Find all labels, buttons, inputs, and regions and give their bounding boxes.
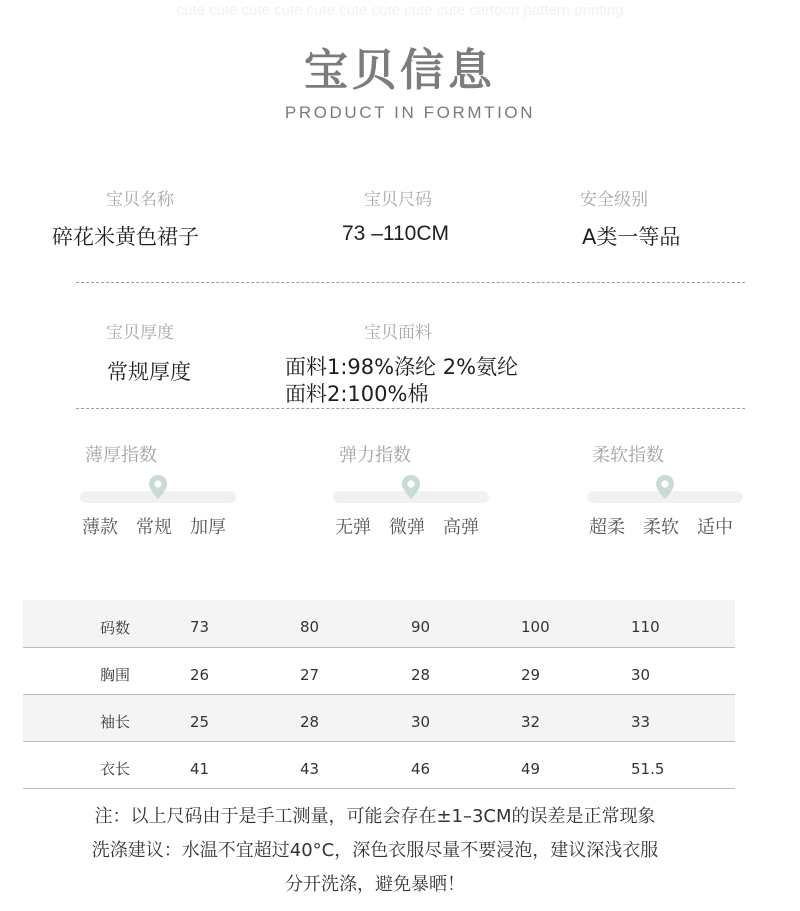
table-cell: 28	[411, 647, 521, 694]
table-cell: 袖长	[23, 694, 190, 741]
table-cell: 80	[300, 600, 411, 647]
table-cell: 51.5	[631, 741, 735, 788]
elasticity-index-label: 弹力指数	[339, 445, 411, 466]
product-name-value: 碎花米黄色裙子	[52, 225, 199, 249]
product-size-label: 宝贝尺码	[364, 190, 432, 210]
softness-option-moderate: 适中	[697, 517, 733, 538]
table-cell: 100	[521, 600, 631, 647]
table-cell: 32	[521, 694, 631, 741]
fabric-label: 宝贝面料	[364, 323, 432, 343]
table-cell: 41	[190, 741, 300, 788]
divider-dashed-bottom	[76, 408, 745, 409]
table-cell: 110	[631, 600, 735, 647]
thickness-option-thick: 加厚	[190, 517, 226, 538]
table-cell: 46	[411, 741, 521, 788]
divider-dashed-top	[76, 282, 745, 283]
care-notes	[0, 800, 750, 902]
table-cell: 28	[300, 694, 411, 741]
elasticity-index-options	[335, 513, 479, 539]
table-cell: 30	[631, 647, 735, 694]
table-cell: 27	[300, 647, 411, 694]
thickness-index-label: 薄厚指数	[85, 445, 157, 466]
table-cell: 胸围	[23, 647, 190, 694]
softness-option-super-soft: 超柔	[589, 517, 625, 538]
safety-level-label: 安全级别	[580, 190, 648, 210]
table-cell: 26	[190, 647, 300, 694]
page-title: 宝贝信息	[304, 45, 496, 96]
table-cell: 29	[521, 647, 631, 694]
location-pin-icon	[148, 474, 168, 500]
page-subtitle: PRODUCT IN FORMTION	[284, 103, 536, 122]
thickness-label: 宝贝厚度	[106, 323, 174, 343]
table-row	[23, 741, 735, 788]
safety-level-value: A类一等品	[582, 225, 681, 249]
fabric-value	[285, 354, 518, 408]
softness-index-options	[589, 513, 733, 539]
thickness-option-thin: 薄款	[82, 517, 118, 538]
fabric-line-2: 面料2:100%棉	[285, 382, 429, 406]
location-pin-icon	[655, 474, 675, 500]
table-cell: 73	[190, 600, 300, 647]
table-row	[23, 600, 735, 647]
fabric-line-1: 面料1:98%涤纶 2%氨纶	[285, 355, 519, 379]
product-size-value: 73 –110CM	[342, 222, 450, 245]
elasticity-option-none: 无弹	[335, 517, 371, 538]
note-line-washing-cont: 分开洗涤，避免暴晒！	[285, 874, 465, 895]
table-row	[23, 694, 735, 741]
elasticity-option-high: 高弹	[443, 517, 479, 538]
table-cell: 30	[411, 694, 521, 741]
size-table	[23, 600, 735, 789]
table-cell: 33	[631, 694, 735, 741]
location-pin-icon	[401, 474, 421, 500]
elasticity-option-slight: 微弹	[389, 517, 425, 538]
note-line-measurement: 注：以上尺码由于是手工测量，可能会存在±1–3CM的误差是正常现象	[94, 806, 656, 827]
background-watermark: cute cute cute cute cute cute cute cute cute cartoon pattern printing	[176, 2, 624, 19]
softness-option-soft: 柔软	[643, 517, 679, 538]
table-row	[23, 647, 735, 694]
thickness-option-regular: 常规	[136, 517, 172, 538]
table-cell: 码数	[23, 600, 190, 647]
softness-index-label: 柔软指数	[592, 445, 664, 466]
table-cell: 90	[411, 600, 521, 647]
table-cell: 25	[190, 694, 300, 741]
table-cell: 衣长	[23, 741, 190, 788]
product-name-label: 宝贝名称	[106, 190, 174, 210]
table-cell: 49	[521, 741, 631, 788]
note-line-washing: 洗涤建议：水温不宜超过40°C，深色衣服尽量不要浸泡，建议深浅衣服	[91, 840, 659, 861]
thickness-value: 常规厚度	[107, 360, 191, 384]
table-cell: 43	[300, 741, 411, 788]
thickness-index-options	[82, 513, 226, 539]
